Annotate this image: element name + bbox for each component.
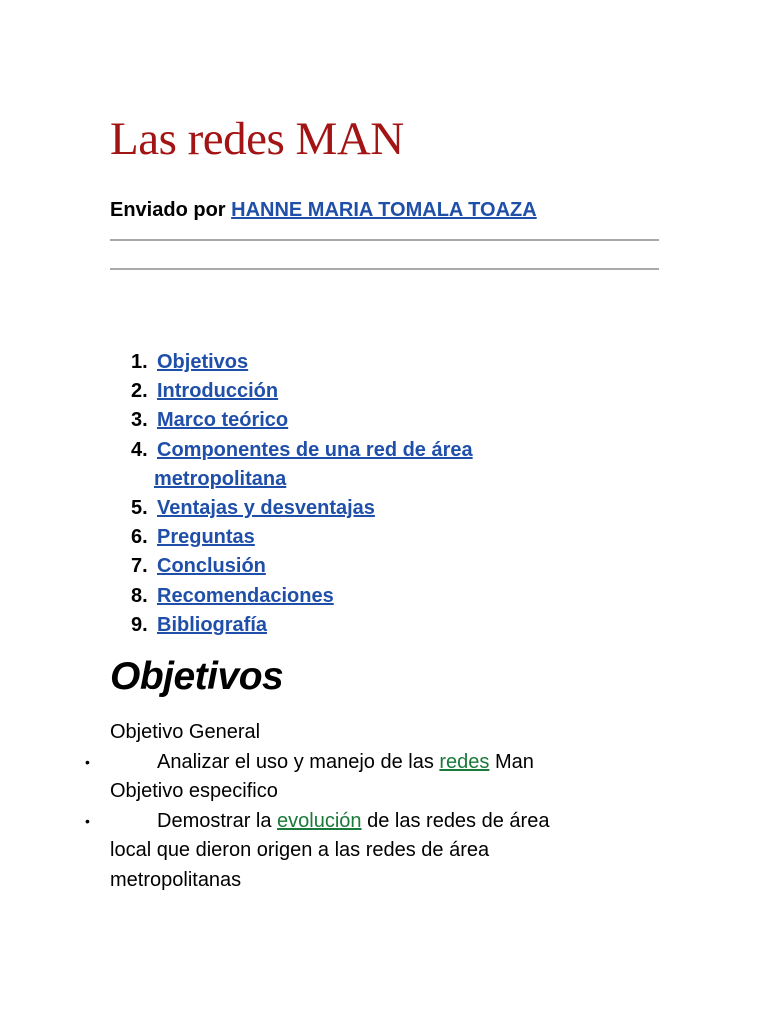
item-text: de las redes de área <box>361 809 550 832</box>
item-text-line: local que dieron origen a las redes de área <box>110 839 490 861</box>
document-title: Las redes MAN <box>110 113 404 165</box>
author-link[interactable]: HANNE MARIA TOMALA TOAZA <box>231 199 537 221</box>
toc-item <box>110 348 473 377</box>
toc-number: 4. <box>131 438 148 461</box>
toc-item <box>110 436 473 494</box>
toc-number: 5. <box>131 497 148 520</box>
toc-number: 1. <box>131 351 148 373</box>
toc-item <box>110 377 473 406</box>
divider-top <box>110 239 659 241</box>
toc-link-componentes[interactable] <box>154 438 473 494</box>
specific-objective-label: Objetivo especifico <box>110 780 278 802</box>
toc-item <box>110 582 473 611</box>
toc-number: 7. <box>131 555 148 578</box>
item-text: Analizar el uso y manejo de las <box>157 750 440 773</box>
byline-prefix: Enviado por <box>110 199 226 221</box>
section-heading: Objetivos <box>110 655 284 698</box>
toc-link-objetivos[interactable]: Objetivos <box>157 351 249 373</box>
byline <box>110 199 537 222</box>
list-item <box>85 748 670 778</box>
divider-bottom <box>110 268 659 270</box>
toc-link-line2: metropolitana <box>154 467 287 490</box>
toc-link-bibliografia[interactable]: Bibliografía <box>157 613 268 636</box>
toc-item <box>110 552 473 581</box>
list-item <box>85 807 670 837</box>
item-text: Demostrar la <box>157 809 278 832</box>
toc-number: 9. <box>131 613 148 636</box>
toc-item <box>110 494 473 523</box>
toc-link-marco-teorico[interactable]: Marco teórico <box>157 409 289 432</box>
toc-link-recomendaciones[interactable]: Recomendaciones <box>157 584 334 607</box>
toc-number: 6. <box>131 526 148 549</box>
section-body <box>85 718 670 895</box>
link-evolucion[interactable]: evolución <box>277 809 362 832</box>
toc-link-line1: Componentes de una red de área <box>157 438 473 461</box>
toc-link-conclusion[interactable]: Conclusión <box>157 555 266 578</box>
toc-number: 8. <box>131 584 148 607</box>
toc-item <box>110 406 473 435</box>
link-redes[interactable]: redes <box>439 750 490 773</box>
toc-number: 3. <box>131 409 148 432</box>
toc-number: 2. <box>131 380 148 403</box>
toc-item <box>110 611 473 640</box>
toc-link-preguntas[interactable]: Preguntas <box>157 526 255 549</box>
table-of-contents <box>110 348 473 640</box>
bullet-icon: • <box>85 812 90 829</box>
toc-link-introduccion[interactable]: Introducción <box>157 380 279 403</box>
toc-link-ventajas[interactable]: Ventajas y desventajas <box>157 497 375 520</box>
bullet-icon: • <box>85 753 90 770</box>
general-objective-label: Objetivo General <box>110 721 261 743</box>
item-text-line: metropolitanas <box>110 868 242 891</box>
toc-item <box>110 523 473 552</box>
item-text: Man <box>489 750 534 773</box>
